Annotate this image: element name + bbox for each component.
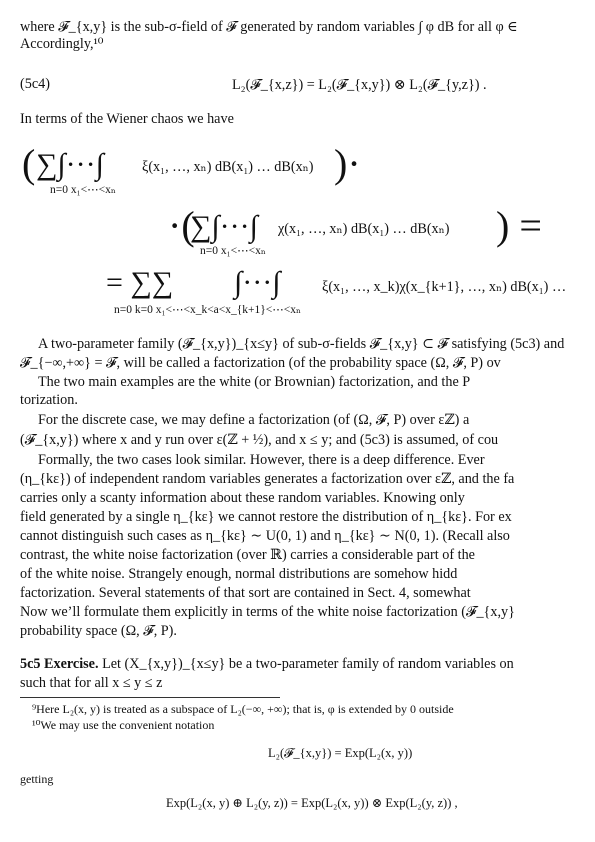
right-paren: )· xyxy=(334,141,361,186)
text-line: Now we’ll formulate them explicitly in terms of the white noise factorization (𝓕_{x,y} xyxy=(20,604,515,620)
left-paren: ( xyxy=(22,141,36,186)
footnote-text: getting xyxy=(20,772,54,786)
text-line: For the discrete case, we may define a factorization (of (Ω, 𝓕, P) over εℤ) a xyxy=(38,412,470,428)
text-line: probability space (Ω, 𝓕, P). xyxy=(20,623,177,639)
text-line: Formally, the two cases look similar. However, there is a deep difference. Ever xyxy=(38,452,485,468)
text-line: torization. xyxy=(20,392,78,408)
footnote-9: ⁹Here L₂(x, y) is treated as a subspace of L₂(−∞, +∞); that is, φ is extended by 0 outside xyxy=(32,702,454,716)
text-line: In terms of the Wiener chaos we have xyxy=(20,111,234,127)
sum-sign: ∑∫···∫ xyxy=(36,148,104,181)
text-line: The two main examples are the white (or Brownian) factorization, and the P xyxy=(38,374,471,390)
text-line: (η_{kε}) of independent random variables generates a factorization over εℤ, and the fa xyxy=(20,471,515,487)
text-line: factorization. Several statements of that sort are contained in Sect. 4, somewhat xyxy=(20,585,471,601)
text-line: cannot distinguish such cases as η_{kε} ∼ U(0, 1) and η_{kε} ∼ N(0, 1). (Recall also xyxy=(20,528,510,544)
sum-limits: n=0 k=0 x₁<⋯<x_k<a<x_{k+1}<⋯<xₙ xyxy=(114,304,301,316)
text-line: field generated by a single η_{kε} we cannot restore the distribution of η_{kε}. For ex xyxy=(20,509,512,525)
footnote-equation: L₂(𝓕_{x,y}) = Exp(L₂(x, y)) xyxy=(268,746,413,760)
footnote-10: ¹⁰We may use the convenient notation xyxy=(32,718,215,732)
double-sum: = ∑∑ xyxy=(106,266,174,299)
exercise-heading: 5c5 Exercise. xyxy=(20,656,99,672)
sum-limits: n=0 x₁<⋯<xₙ xyxy=(200,245,266,257)
exercise-text: Let (X_{x,y})_{x≤y} be a two-parameter family of random variables on xyxy=(102,656,514,672)
text-line: 𝓕_{−∞,+∞} = 𝓕, will be called a factorization (of the probability space (Ω, 𝓕, P) ov xyxy=(20,355,501,371)
text-line: such that for all x ≤ y ≤ z xyxy=(20,675,163,691)
chaos-term-product: ξ(x₁, …, x_k)χ(x_{k+1}, …, xₙ) dB(x₁) … xyxy=(322,279,567,295)
equation-5c4: L₂(𝓕_{x,z}) = L₂(𝓕_{x,y}) ⊗ L₂(𝓕_{y,z}) . xyxy=(232,77,487,93)
footnote-rule xyxy=(20,697,280,698)
right-paren: ) = xyxy=(496,203,542,248)
left-paren: ·( xyxy=(168,203,195,248)
text-line: A two-parameter family (𝓕_{x,y})_{x≤y} of sub-σ-fields 𝓕_{x,y} ⊂ 𝓕 satisfying (5c3) and xyxy=(38,336,565,352)
chaos-term-xi: ξ(x₁, …, xₙ) dB(x₁) … dB(xₙ) xyxy=(142,159,314,175)
footnote-equation: Exp(L₂(x, y) ⊕ L₂(y, z)) = Exp(L₂(x, y)) ⊗ Exp(L₂(y, z)) , xyxy=(166,796,458,810)
sum-sign: ∑∫···∫ xyxy=(190,210,258,243)
equation-label: (5c4) xyxy=(20,76,50,92)
exercise-line xyxy=(20,655,514,673)
text-line: contrast, the white noise factorization (over ℝ) carries a considerable part of the xyxy=(20,547,475,563)
text-line: carries only a scanty information about these random variables. Knowing only xyxy=(20,490,465,506)
text-line: (𝓕_{x,y}) where x and y run over ε(ℤ + ½), and x ≤ y; and (5c3) is assumed, of cou xyxy=(20,432,499,448)
text-line: of the white noise. Strangely enough, normal distributions are somehow hidd xyxy=(20,566,458,582)
text-line: Accordingly,¹⁰ xyxy=(20,36,104,52)
text-line: where 𝓕_{x,y} is the sub-σ-field of 𝓕 generated by random variables ∫ φ dB for all φ ∈ xyxy=(20,19,518,35)
chaos-term-chi: χ(x₁, …, xₙ) dB(x₁) … dB(xₙ) xyxy=(278,221,450,237)
sum-limits: n=0 x₁<⋯<xₙ xyxy=(50,184,116,196)
integrals: ∫···∫ xyxy=(234,266,281,299)
